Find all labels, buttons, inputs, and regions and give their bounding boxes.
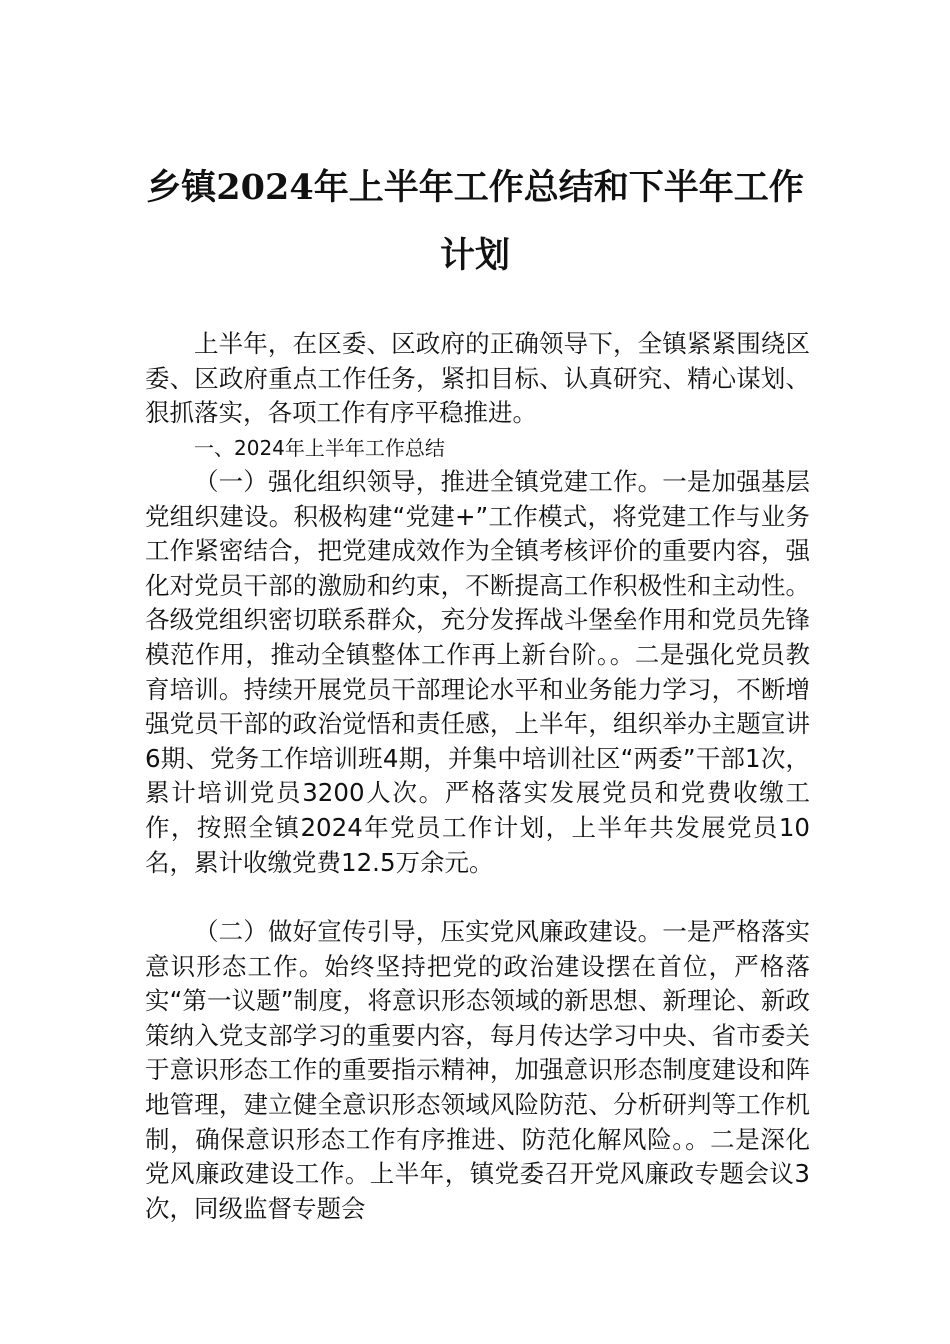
document-title-line-1: 乡镇2024年上半年工作总结和下半年工作	[146, 167, 804, 208]
body-paragraph-publicity: （二）做好宣传引导，压实党风廉政建设。一是严格落实意识形态工作。始终坚持把党的政治建设摆在首位，严格落实“第一议题”制度，将意识形态领域的新思想、新理论、新政策纳入党支部学习的重要内容，每月传达学习中央、省市委关于意识形态工作的重要指示精神，加强意识形态制度建设和阵地管理，建立健全意识形态领域风险防范、分析研判等工作机制，确保意识形态工作有序推进、防范化解风险。。二是深化党风廉政建设工作。上半年，镇党委召开党风廉政专题会议3次，同级监督专题会	[145, 917, 810, 1223]
section-heading: 一、2024年上半年工作总结	[194, 436, 445, 460]
intro-paragraph: 上半年，在区委、区政府的正确领导下，全镇紧紧围绕区委、区政府重点工作任务，紧扣目标、认真研究、精心谋划、狠抓落实，各项工作有序平稳推进。	[145, 329, 810, 428]
document-title-line-2: 计划	[439, 235, 510, 276]
body-paragraph-party-building: （一）强化组织领导，推进全镇党建工作。一是加强基层党组织建设。积极构建“党建+”工作模式，将党建工作与业务工作紧密结合，把党建成效作为全镇考核评价的重要内容，强化对党员干部的激励和约束，不断提高工作积极性和主动性。各级党组织密切联系群众，充分发挥战斗堡垒作用和党员先锋模范作用，推动全镇整体工作再上新台阶。。二是强化党员教育培训。持续开展党员干部理论水平和业务能力学习，不断增强党员干部的政治觉悟和责任感，上半年，组织举办主题宣讲6期、党务工作培训班4期，并集中培训社区“两委”干部1次，累计培训党员3200人次。严格落实发展党员和党费收缴工作，按照全镇2024年党员工作计划，上半年共发展党员10名，累计收缴党费12.5万余元。	[145, 467, 810, 877]
